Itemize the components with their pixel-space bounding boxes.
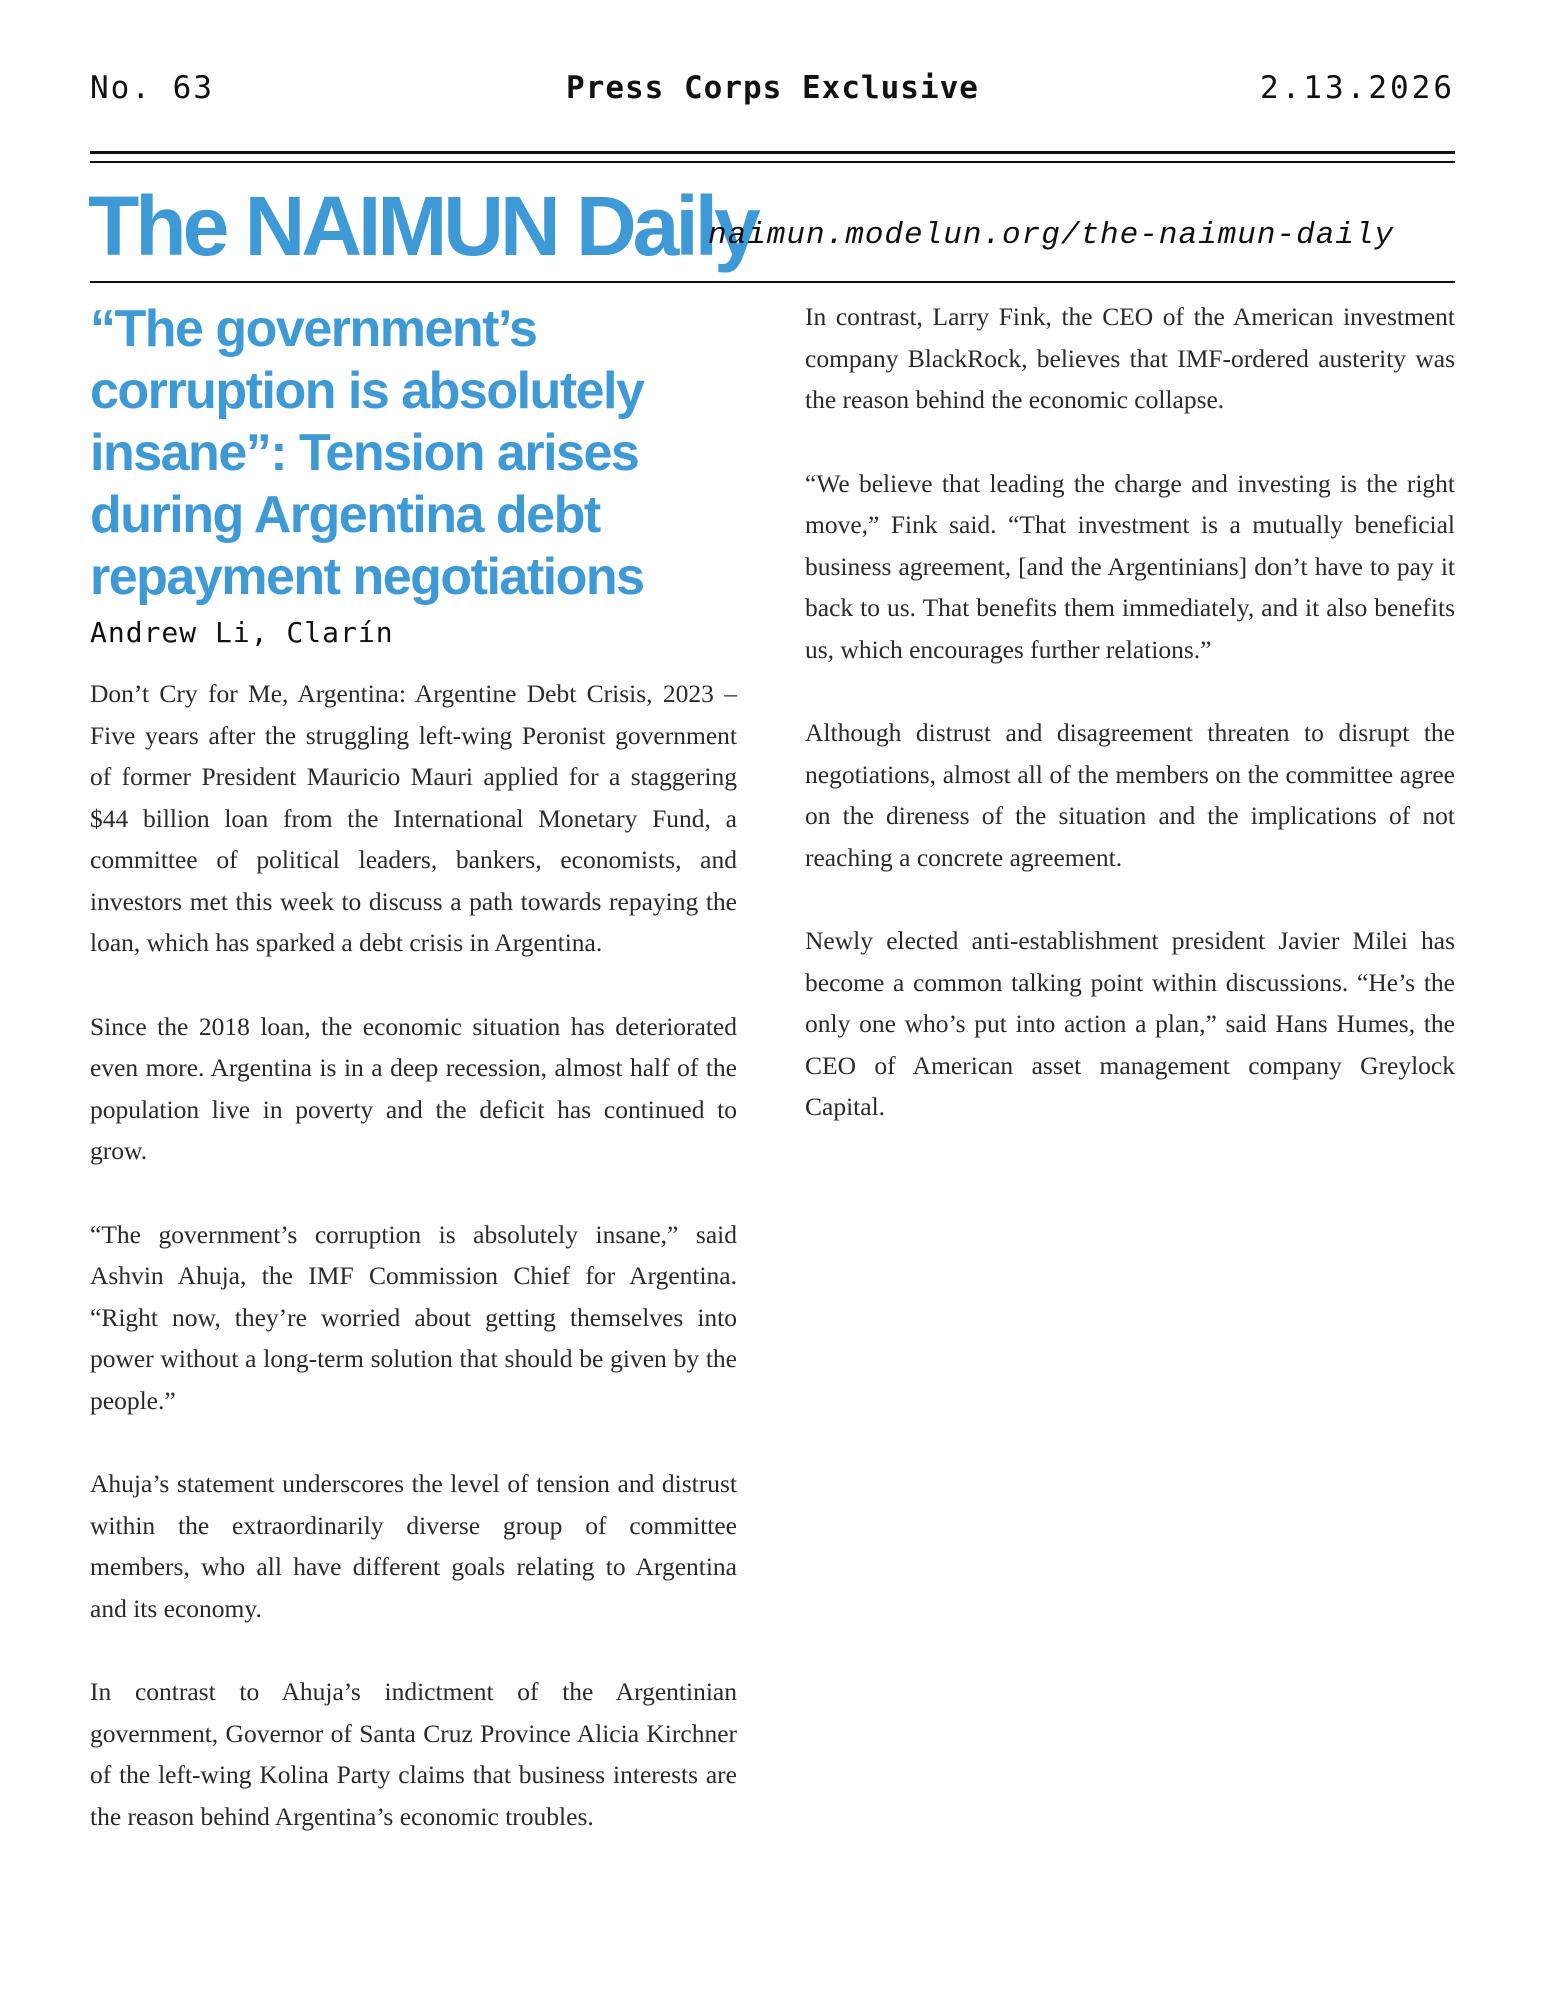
article-paragraph: Ahuja’s statement underscores the level of tension and distrust within the extraordinarily diverse group of committee members, who all have different goals relating to Argentina and its economy. <box>90 1469 737 1623</box>
masthead-rule <box>90 281 1455 283</box>
article-right-column <box>805 298 1455 1170</box>
top-rule-lower <box>90 161 1455 163</box>
issue-date: 2.13.2026 <box>1260 70 1455 106</box>
article-paragraph: In contrast, Larry Fink, the CEO of the American investment company BlackRock, believes that IMF-ordered austerity was the reason behind the economic collapse. <box>805 302 1455 414</box>
issue-header <box>90 70 1455 110</box>
article-byline: Andrew Li, Clarín <box>90 616 394 649</box>
article-paragraph: “The government’s corruption is absolutely insane,” said Ashvin Ahuja, the IMF Commission Chief for Argentina. “Right now, they’re worried about getting themselves into power without a long-term solution that should be given by the people.” <box>90 1219 737 1415</box>
section-label: Press Corps Exclusive <box>566 70 979 106</box>
article-paragraph: “We believe that leading the charge and investing is the right move,” Fink said. “That investment is a mutually beneficial business agreement, [and the Argentinians] don’t have to pay it back to us. That benefits them immediately, and it also benefits us, which encourages further relations.” <box>805 468 1455 664</box>
article-paragraph: Don’t Cry for Me, Argentina: Argentine Debt Crisis, 2023 – Five years after the struggling left-wing Peronist government of former President Mauricio Mauri applied for a staggering $44 billion loan from the International Monetary Fund, a committee of political leaders, bankers, economists, and investors met this week to discuss a path towards repaying the loan, which has sparked a debt crisis in Argentina. <box>90 679 737 957</box>
issue-number: No. 63 <box>90 70 214 106</box>
article-paragraph: In contrast to Ahuja’s indictment of the Argentinian government, Governor of Santa Cruz Province Alicia Kirchner of the left-wing Kolina Party claims that business interests are the reason behind Argentina’s economic troubles. <box>90 1677 737 1831</box>
newspaper-title: The NAIMUN Daily <box>88 179 757 273</box>
article-left-column <box>90 298 737 1879</box>
article-paragraph: Since the 2018 loan, the economic situation has deteriorated even more. Argentina is in a deep recession, almost half of the population live in poverty and the deficit has continued to grow. <box>90 1011 737 1165</box>
top-rule-upper <box>90 151 1455 154</box>
article-paragraph: Although distrust and disagreement threaten to disrupt the negotiations, almost all of the members on the committee agree on the direness of the situation and the implications of not reaching a concrete agreement. <box>805 718 1455 872</box>
newspaper-url[interactable]: naimun.modelun.org/the-naimun-daily <box>708 218 1395 253</box>
article-paragraph: Newly elected anti-establishment president Javier Milei has become a common talking point within discussions. “He’s the only one who’s put into action a plan,” said Hans Humes, the CEO of American asset management company Greylock Capital. <box>805 926 1455 1121</box>
article-headline: “The government’s corruption is absolutely insane”: Tension arises during Argentina debt repayment negotiations <box>90 300 644 606</box>
